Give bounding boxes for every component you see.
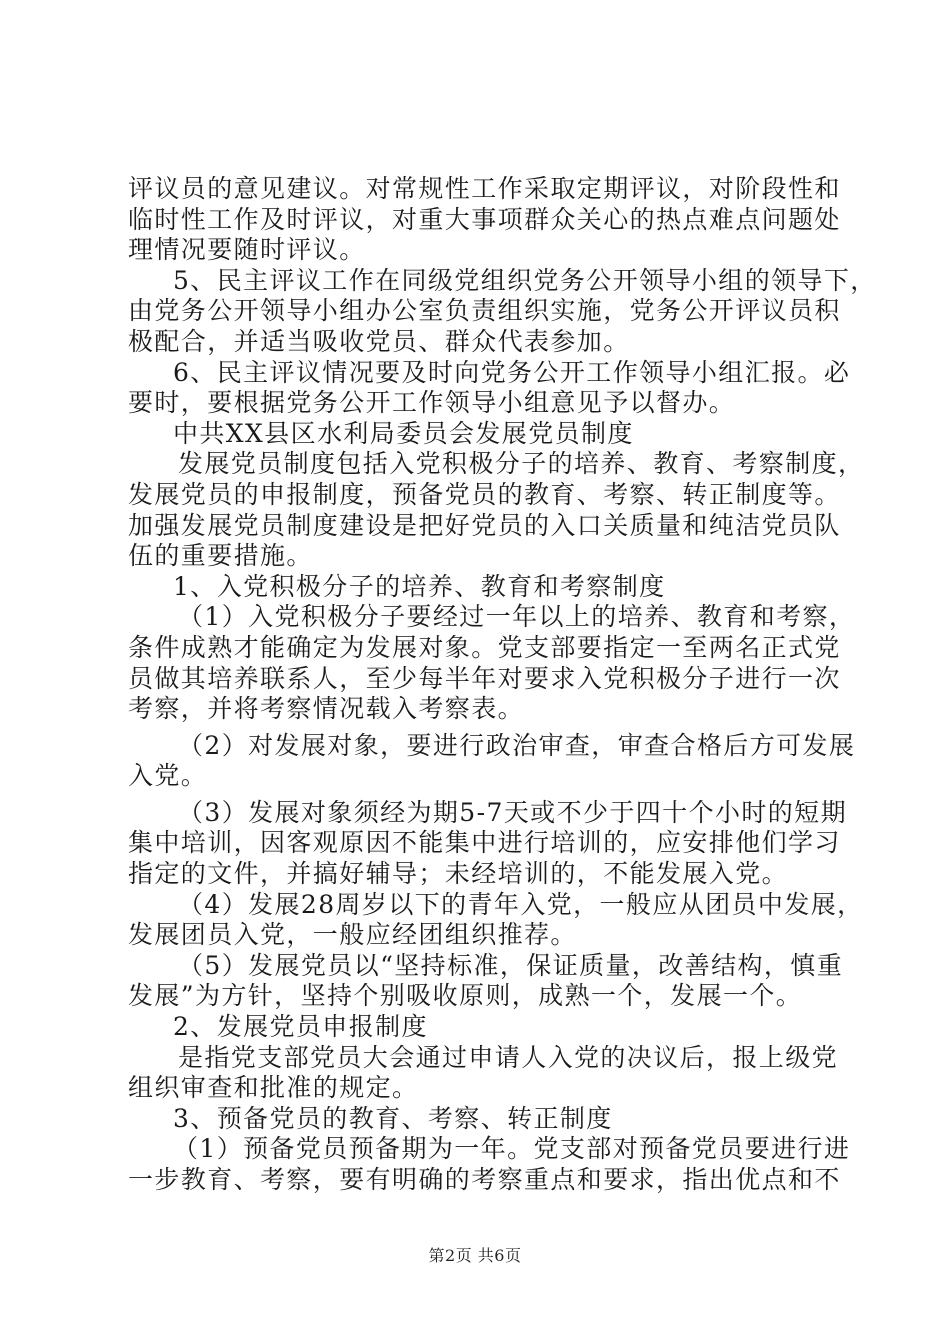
- text-line: 发展团员入党，一般应经团组织推荐。: [128, 920, 577, 950]
- text-line: 评议员的意见建议。对常规性工作采取定期评议，对阶段性和: [128, 174, 841, 203]
- text-line: 发展党员制度包括入党积极分子的培养、教育、考察制度，: [178, 449, 865, 479]
- text-line: 1、入党积极分子的培养、教育和考察制度: [173, 571, 666, 601]
- text-line: 中共XX县区水利局委员会发展党员制度: [173, 418, 634, 448]
- text-line: 一步教育、考察，要有明确的考察重点和要求，指出优点和不: [128, 1165, 841, 1194]
- text-line: 发展”为方针，坚持个别吸收原则，成熟一个，发展一个。: [128, 981, 803, 1011]
- text-line: 极配合，并适当吸收党员、群众代表参加。: [128, 326, 630, 356]
- text-line: （5）发展党员以“坚持标准，保证质量，改善结构，慎重: [178, 950, 844, 980]
- text-line: 考察，并将考察情况载入考察表。: [128, 694, 525, 724]
- text-line: 要时，要根据党务公开工作领导小组意见予以督办。: [128, 388, 736, 418]
- text-line: 发展党员的申报制度，预备党员的教育、考察、转正制度等。: [128, 479, 841, 509]
- text-line: （3）发展对象须经为期5-7天或不少于四十个小时的短期: [178, 797, 847, 827]
- text-line: 5、民主评议工作在同级党组织党务公开领导小组的领导下，: [173, 265, 877, 295]
- text-line: 伍的重要措施。: [128, 541, 313, 571]
- text-line: 是指党支部党员大会通过申请人入党的决议后，报上级党: [178, 1042, 839, 1072]
- text-line: 3、预备党员的教育、考察、转正制度: [173, 1103, 613, 1133]
- document-body: [128, 174, 877, 1196]
- text-line: 员做其培养联系人，至少每半年对要求入党积极分子进行一次: [128, 663, 841, 693]
- text-line: （2）对发展对象，要进行政治审查，审查合格后方可发展: [178, 730, 856, 760]
- text-line: 理情况要随时评议。: [128, 235, 366, 265]
- text-line: （4）发展28周岁以下的青年入党，一般应从团员中发展，: [178, 889, 864, 919]
- text-line: 由党务公开领导小组办公室负责组织实施，党务公开评议员积: [128, 296, 841, 326]
- text-line: 指定的文件，并搞好辅导；未经培训的，不能发展入党。: [128, 859, 789, 889]
- text-line: 条件成熟才能确定为发展对象。党支部要指定一至两名正式党: [128, 632, 841, 662]
- text-line: 2、发展党员申报制度: [173, 1012, 428, 1042]
- text-line: 6、民主评议情况要及时向党务公开工作领导小组汇报。必: [173, 357, 851, 387]
- text-line: （1）入党积极分子要经过一年以上的培养、教育和考察，: [178, 602, 856, 632]
- text-line: 入党。: [128, 761, 208, 791]
- page-footer: 第2页 共6页: [428, 1246, 522, 1265]
- text-line: 临时性工作及时评议，对重大事项群众关心的热点难点问题处: [128, 204, 841, 234]
- text-line: 集中培训，因客观原因不能集中进行培训的，应安排他们学习: [128, 828, 841, 858]
- text-line: （1）预备党员预备期为一年。党支部对预备党员要进行进: [173, 1134, 851, 1164]
- text-line: 组织审查和批准的规定。: [128, 1073, 419, 1103]
- text-line: 加强发展党员制度建设是把好党员的入口关质量和纯洁党员队: [128, 510, 841, 540]
